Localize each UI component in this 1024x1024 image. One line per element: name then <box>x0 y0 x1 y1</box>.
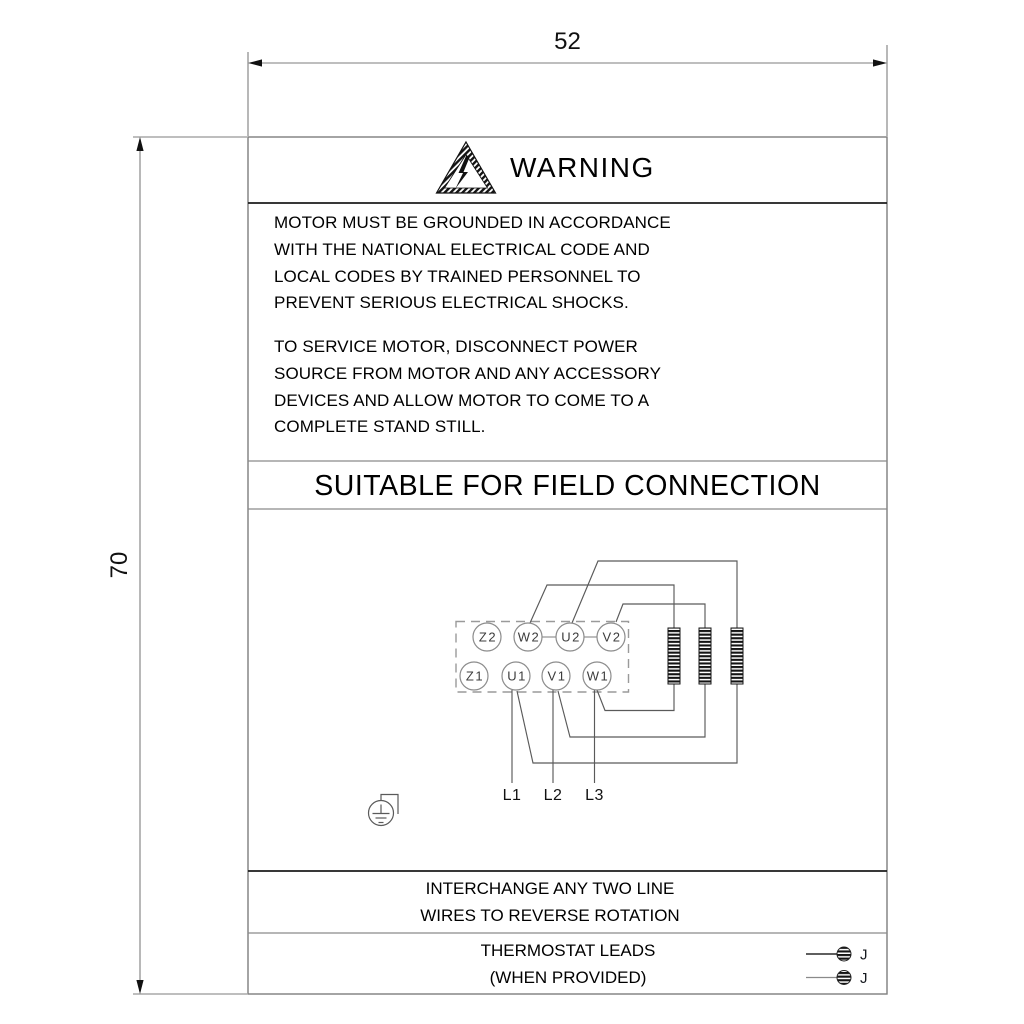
warning-line: COMPLETE STAND STILL. <box>274 417 486 437</box>
terminal-label-z1: Z1 <box>465 668 485 684</box>
terminal-label-z2: Z2 <box>478 629 498 645</box>
rotation-note <box>400 876 700 929</box>
line-label-l3: L3 <box>585 787 604 804</box>
wire-v2-to-coil <box>616 604 705 628</box>
warning-title: WARNING <box>510 152 655 183</box>
dim-arrow-down <box>136 980 143 994</box>
height-dimension-value: 70 <box>106 551 133 579</box>
warning-line: DEVICES AND ALLOW MOTOR TO COME TO A <box>274 390 650 410</box>
terminal-label-w2: W2 <box>517 629 541 645</box>
terminal-label-u1: U1 <box>507 668 527 684</box>
warning-paragraph-service <box>274 334 661 441</box>
winding-coil-w <box>668 628 680 684</box>
width-dimension-value: 52 <box>554 28 581 55</box>
ground-icon <box>369 795 399 826</box>
wire-u2-to-coil <box>572 561 737 628</box>
thermostat-note-line: (WHEN PROVIDED) <box>489 968 647 987</box>
rotation-note-line: WIRES TO REVERSE ROTATION <box>420 905 680 925</box>
dim-arrow-up <box>136 137 143 151</box>
warning-line: PREVENT SERIOUS ELECTRICAL SHOCKS. <box>274 293 629 313</box>
thermostat-lead-symbols <box>806 947 868 988</box>
winding-coils <box>668 628 743 684</box>
warning-line: TO SERVICE MOTOR, DISCONNECT POWER <box>274 337 638 356</box>
line-label-l1: L1 <box>502 787 522 804</box>
height-dimension <box>133 137 247 994</box>
thermostat-lead-dot <box>837 947 851 961</box>
wire-w1-to-coil <box>597 684 674 711</box>
warning-line: SOURCE FROM MOTOR AND ANY ACCESSORY <box>274 363 662 383</box>
thermostat-note-line: THERMOSTAT LEADS <box>480 941 656 960</box>
dim-arrow-left <box>248 59 262 66</box>
winding-coil-v <box>699 628 711 684</box>
width-dimension <box>248 45 887 136</box>
thermostat-note <box>418 937 718 991</box>
wire-u1-to-coil <box>517 684 737 763</box>
terminal-label-w1: W1 <box>586 668 610 684</box>
warning-line: LOCAL CODES BY TRAINED PERSONNEL TO <box>274 266 641 286</box>
terminal-label-v1: V1 <box>547 668 567 684</box>
terminal-label-u2: U2 <box>561 629 581 645</box>
rotation-note-line: INTERCHANGE ANY TWO LINE <box>425 879 675 898</box>
dim-arrow-right <box>873 59 887 66</box>
warning-paragraph-grounding <box>274 210 671 317</box>
wiring-diagram <box>369 561 744 826</box>
thermostat-lead-dot <box>837 971 851 985</box>
field-connection-title: SUITABLE FOR FIELD CONNECTION <box>314 470 821 502</box>
warning-line: WITH THE NATIONAL ELECTRICAL CODE AND <box>274 239 650 259</box>
thermostat-lead-label-1: J <box>860 946 868 964</box>
winding-coil-u <box>731 628 743 684</box>
high-voltage-warning-icon <box>437 142 496 193</box>
warning-line: MOTOR MUST BE GROUNDED IN ACCORDANCE <box>274 213 671 232</box>
thermostat-lead-label-2: J <box>860 970 868 987</box>
terminal-label-v2: V2 <box>602 629 622 645</box>
line-label-l2: L2 <box>543 787 563 804</box>
